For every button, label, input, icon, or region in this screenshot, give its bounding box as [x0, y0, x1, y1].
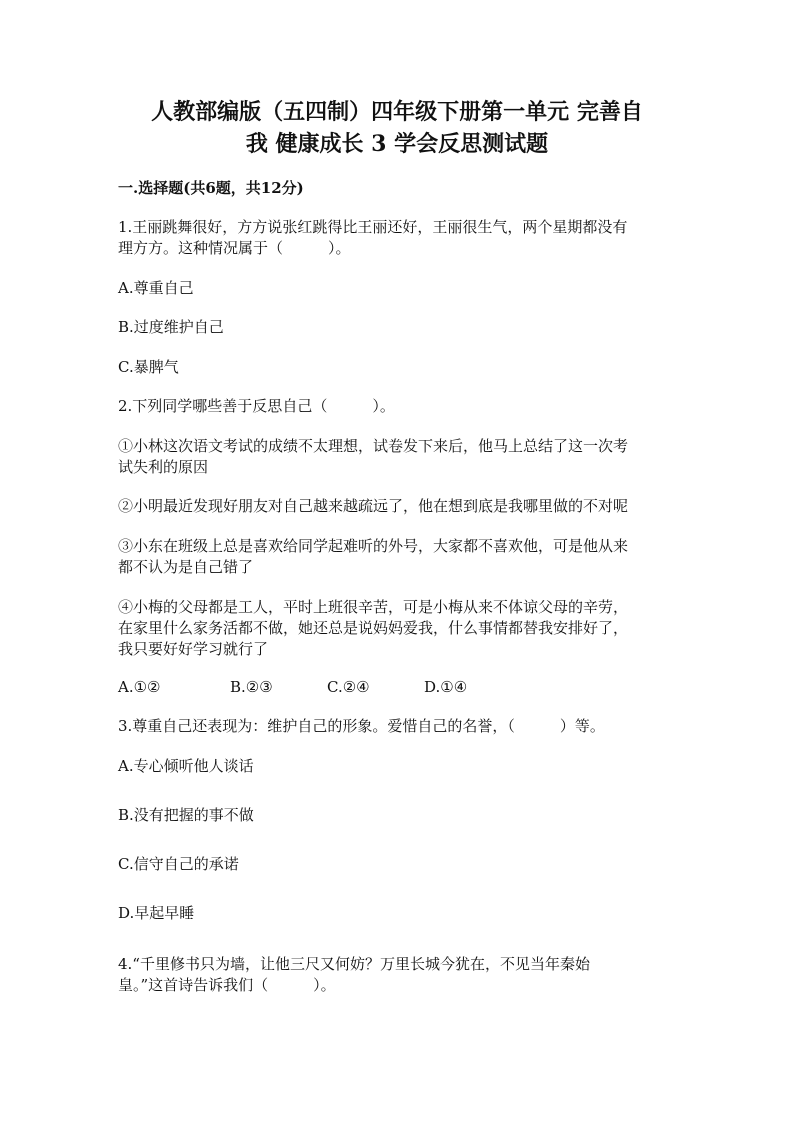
question-2-statement-3-line-2: 都不认为是自己错了	[118, 558, 254, 576]
question-3-option-b: B.没有把握的事不做	[118, 806, 254, 824]
question-2-statement-4-line-1: ④小梅的父母都是工人，平时上班很辛苦，可是小梅从来不体谅父母的辛劳，	[118, 598, 629, 616]
question-1-option-c: C.暴脾气	[118, 358, 179, 376]
question-2-option-c: C.②④	[327, 678, 370, 696]
question-1-stem-line-2: 理方方。这种情况属于（ ）。	[118, 239, 351, 257]
question-3-option-a: A.专心倾听他人谈话	[118, 757, 254, 775]
question-2-statement-2: ②小明最近发现好朋友对自己越来越疏远了，他在想到底是我哪里做的不对呢	[118, 497, 629, 515]
page-title-line-2: 我 健康成长 3 学会反思测试题	[245, 131, 549, 157]
question-4-stem-line-1: 4.“千里修书只为墙，让他三尺又何妨？万里长城今犹在，不见当年秦始	[118, 955, 590, 973]
question-2-statement-1-line-2: 试失利的原因	[118, 458, 209, 476]
question-2-stem: 2.下列同学哪些善于反思自己（ ）。	[118, 397, 395, 415]
question-1-stem-line-1: 1.王丽跳舞很好，方方说张红跳得比王丽还好，王丽很生气，两个星期都没有	[118, 218, 628, 236]
question-2-option-d: D.①④	[424, 678, 468, 696]
question-2-statement-3-line-1: ③小东在班级上总是喜欢给同学起难听的外号，大家都不喜欢他，可是他从来	[118, 537, 629, 555]
question-4-stem-line-2: 皇。”这首诗告诉我们（ ）。	[118, 976, 336, 994]
question-1-option-a: A.尊重自己	[118, 279, 194, 297]
question-3-option-c: C.信守自己的承诺	[118, 855, 239, 873]
question-2-statement-4-line-3: 我只要好好学习就行了	[118, 640, 269, 658]
question-3-option-d: D.早起早睡	[118, 904, 195, 922]
section-heading: 一.选择题(共6题，共12分)	[118, 179, 304, 197]
question-2-statement-1-line-1: ①小林这次语文考试的成绩不太理想，试卷发下来后，他马上总结了这一次考	[118, 437, 629, 455]
question-3-stem: 3.尊重自己还表现为：维护自己的形象。爱惜自己的名誉，（ ）等。	[118, 717, 605, 735]
question-2-statement-4-line-2: 在家里什么家务活都不做，她还总是说妈妈爱我，什么事情都替我安排好了，	[118, 619, 629, 637]
page-title-line-1: 人教部编版（五四制）四年级下册第一单元 完善自	[151, 99, 643, 125]
question-2-option-b: B.②③	[230, 678, 273, 696]
question-2-option-a: A.①②	[118, 678, 161, 696]
question-1-option-b: B.过度维护自己	[118, 318, 224, 336]
